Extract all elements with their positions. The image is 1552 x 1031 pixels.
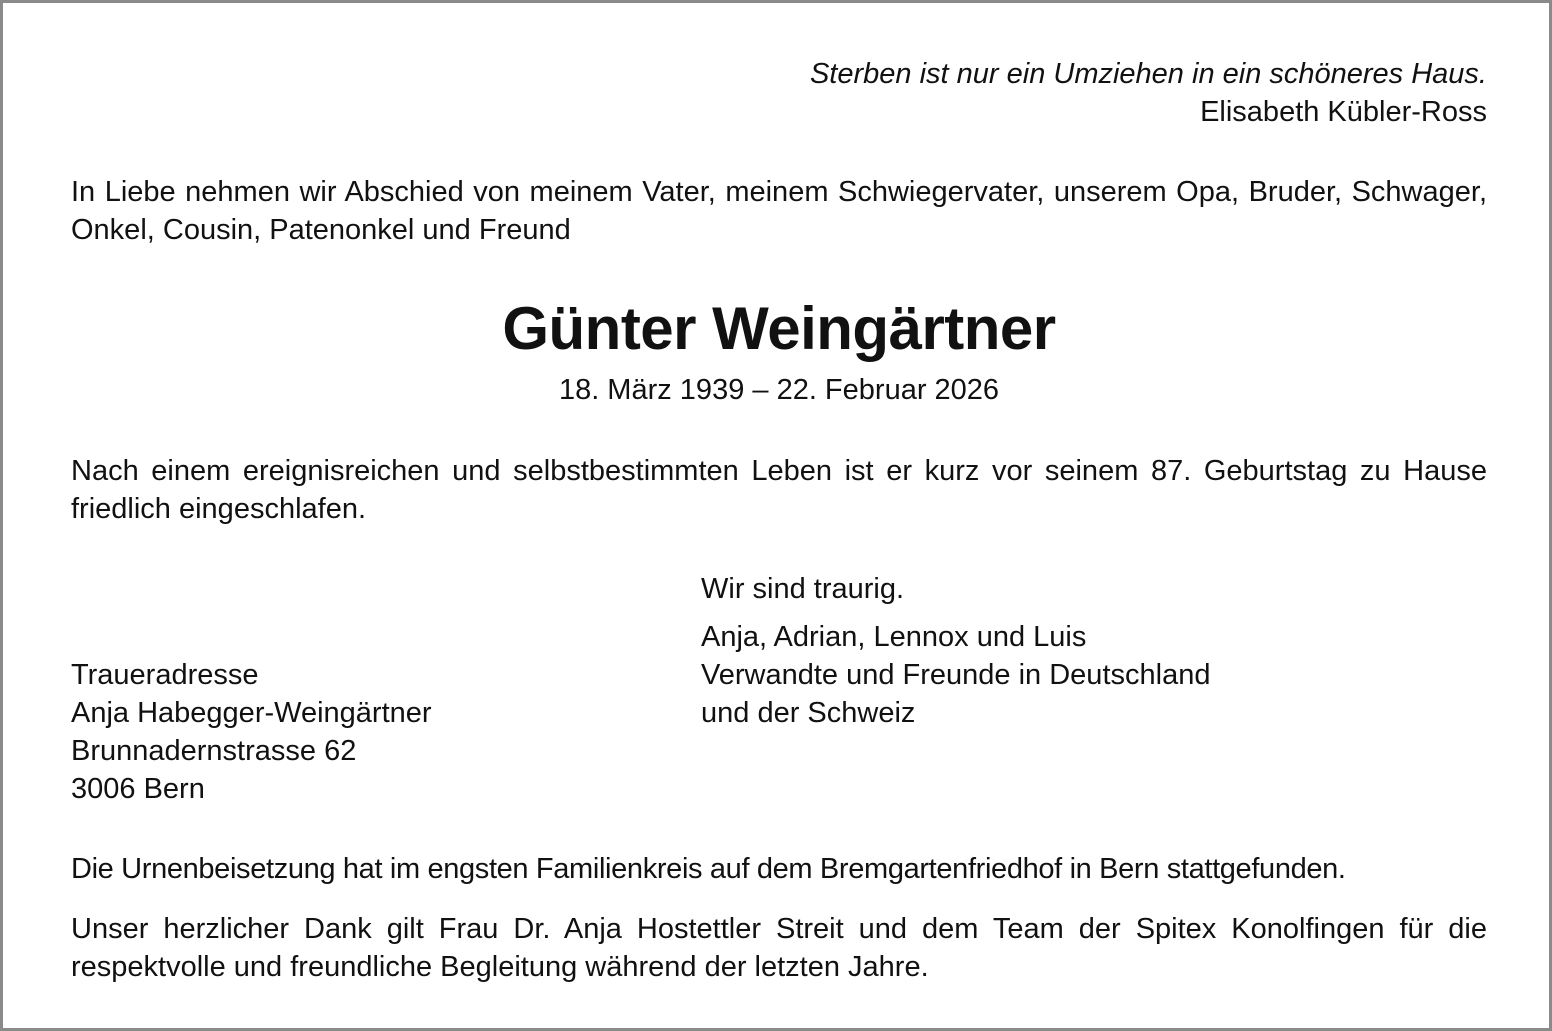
mourning-address: [71, 656, 432, 808]
address-line: Brunnadernstrasse 62: [71, 735, 357, 767]
mourners-line: Anja, Adrian, Lennox und Luis: [701, 621, 1087, 653]
mourners-line: und der Schweiz: [701, 697, 916, 729]
address-line: 3006 Bern: [71, 773, 205, 805]
passing-paragraph: Nach einem ereignisreichen und selbstbestimmten Leben ist er kurz vor seinem 87. Geburtstag zu Hause friedlich eingeschlafen.: [71, 455, 1487, 525]
address-label: Traueradresse: [71, 659, 259, 691]
intro-paragraph: In Liebe nehmen wir Abschied von meinem Vater, meinem Schwiegervater, unserem Opa, Bruder, Schwager, Onkel, Cousin, Patenonkel und Freund: [71, 176, 1487, 246]
burial-notice: Die Urnenbeisetzung hat im engsten Familienkreis auf dem Bremgartenfriedhof in Bern stattgefunden.: [71, 853, 1346, 885]
life-dates: 18. März 1939 – 22. Februar 2026: [558, 374, 1000, 406]
quote-text: Sterben ist nur ein Umziehen in ein schöneres Haus.: [809, 58, 1487, 90]
mourners-statement: Wir sind traurig.: [701, 573, 905, 605]
mourners-list: [701, 618, 1210, 732]
deceased-name: Günter Weingärtner: [502, 295, 1056, 362]
address-line: Anja Habegger-Weingärtner: [71, 697, 432, 729]
quote-block: [810, 55, 1487, 131]
quote-author: Elisabeth Kübler-Ross: [1200, 96, 1487, 128]
thanks-paragraph: Unser herzlicher Dank gilt Frau Dr. Anja Hostettler Streit und dem Team der Spitex Konolfingen für die respektvolle und freundliche Begleitung während der letzten Jahre.: [71, 913, 1487, 983]
mourners-line: Verwandte und Freunde in Deutschland: [701, 659, 1211, 691]
